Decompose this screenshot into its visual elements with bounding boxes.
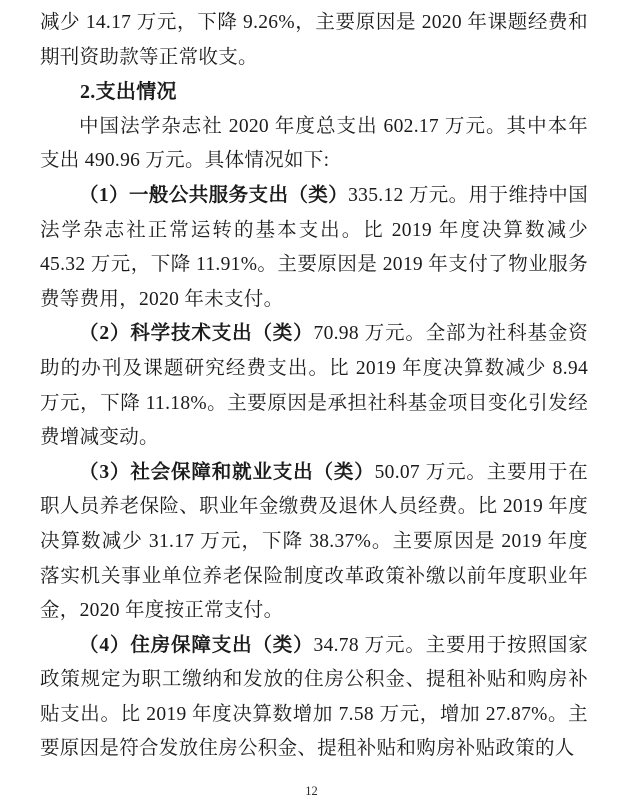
paragraph-lead: （4）住房保障支出（类） [79, 634, 314, 656]
paragraph-total-expenditure [40, 110, 588, 179]
paragraph-text: 70.98 万元。全部为社科基金资助的办刊及课题研究经费支出。比 2019 年度决算数减少 8.94 万元，下降 11.18%。主要原因是承担社科基金项目变化引发经费增减变动。 [40, 323, 588, 449]
section-heading: 2.支出情况 [80, 81, 177, 104]
paragraph-text: 减少 14.17 万元，下降 9.26%，主要原因是 2020 年课题经费和期刊资助款等正常收支。 [40, 12, 588, 68]
paragraph-housing-security [40, 629, 588, 767]
paragraph-text: 50.07 万元。主要用于在职人员养老保险、职业年金缴费及退休人员经费。比 2019 年度决算数减少 31.17 万元，下降 38.37%。主要原因是 2019 年度落实机关事业单位养老保险制度改革政策补缴以前年度职业年金，2020 年度按正常支付。 [40, 461, 589, 622]
paragraph-continuation [40, 6, 588, 75]
paragraph-text: 中国法学杂志社 2020 年度总支出 602.17 万元。其中本年支出 490.96 万元。具体情况如下: [40, 115, 588, 172]
paragraph-lead: （1）一般公共服务支出（类） [79, 184, 349, 206]
page-number: 12 [305, 784, 318, 798]
document-content [40, 6, 588, 767]
paragraph-science-technology [40, 317, 588, 455]
paragraph-general-public-service [40, 179, 588, 317]
paragraph-social-security-employment [40, 456, 588, 629]
paragraph-text: 34.78 万元。主要用于按照国家政策规定为职工缴纳和发放的住房公积金、提租补贴和购房补贴支出。比 2019 年度决算数增加 7.58 万元，增加 27.87%。主要原因是符合发放住房公积金、提租补贴和购房补贴政策的人 [40, 634, 588, 760]
paragraph-lead: （3）社会保障和就业支出（类） [79, 461, 375, 483]
paragraph-text: 335.12 万元。用于维持中国法学杂志社正常运转的基本支出。比 2019 年度决算数减少 45.32 万元，下降 11.91%。主要原因是 2019 年支付了物业服务费等费用，2020 年未支付。 [40, 184, 588, 310]
paragraph-lead: （2）科学技术支出（类） [79, 323, 314, 345]
